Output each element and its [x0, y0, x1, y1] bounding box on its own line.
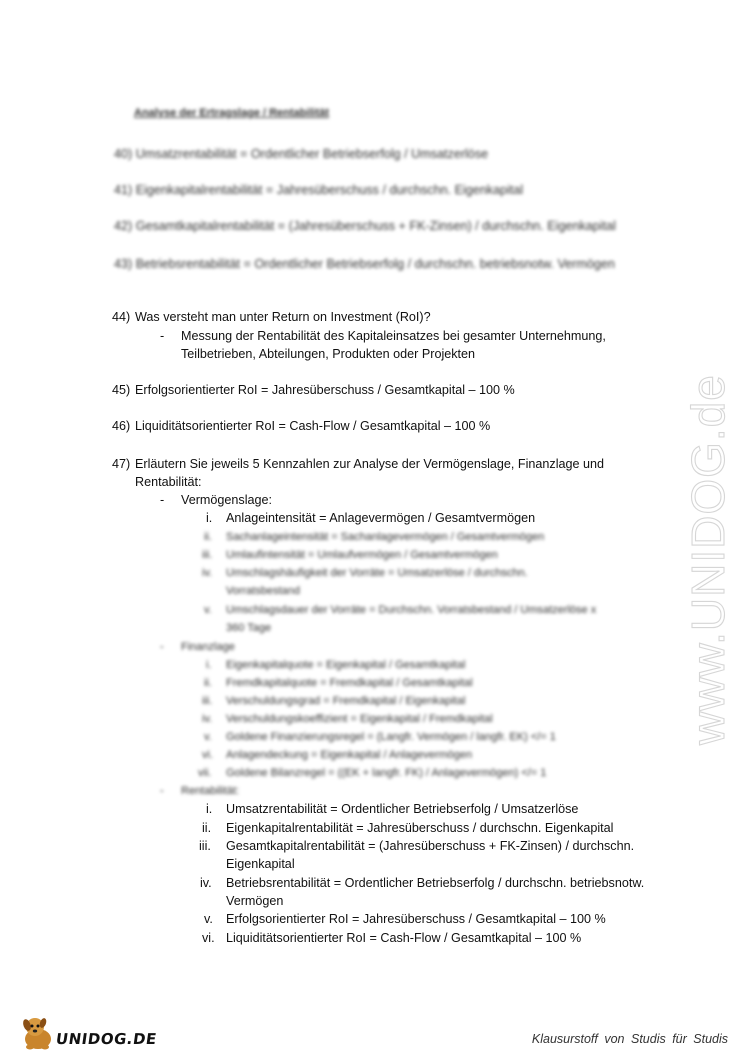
blurred-item: 43) Betriebsrentabilität = Ordentlicher Betriebserfolg / durchschn. betriebsnotw. Vermögen [114, 257, 615, 271]
question-text: Was versteht man unter Return on Investment (RoI)? [135, 310, 431, 324]
footer-tagline: Klausurstoff von Studis für Studis [531, 1032, 728, 1046]
section-heading: Analyse der Ertragslage / Rentabilität [134, 107, 330, 119]
roman-numeral: i. [206, 802, 213, 816]
list-item: Goldene Finanzierungsregel = (Langfr. Vermögen / langfr. EK) </= 1 [226, 731, 556, 743]
list-item: Verschuldungskoeffizient = Eigenkapital / Fremdkapital [226, 713, 493, 725]
list-item: Fremdkapitalquote = Fremdkapital / Gesamtkapital [226, 677, 473, 689]
roman-numeral: ii. [204, 531, 212, 543]
question-number: 47) [112, 457, 131, 471]
dash-bullet: - [160, 641, 164, 653]
answer-text: Messung der Rentabilität des Kapitaleinsatzes bei gesamter Unternehmung, [181, 329, 606, 343]
roman-numeral: i. [206, 659, 212, 671]
roman-numeral: ii. [202, 821, 212, 835]
roman-numeral: iv. [200, 876, 212, 890]
list-item: Umlaufintensität = Umlaufvermögen / Gesamtvermögen [226, 549, 498, 561]
question-text: Rentabilität: [135, 475, 202, 489]
list-item: Anlageintensität = Anlagevermögen / Gesamtvermögen [226, 511, 536, 525]
roman-numeral: vi. [202, 749, 213, 761]
list-item-continuation: Vorratsbestand [226, 585, 300, 597]
list-item: Liquiditätsorientierter RoI = Cash-Flow / Gesamtkapital – 100 % [226, 931, 582, 945]
roman-numeral: iii. [202, 549, 213, 561]
list-item: Anlagendeckung = Eigenkapital / Anlagevermögen [226, 749, 473, 761]
list-item: Umsatzrentabilität = Ordentlicher Betriebserfolg / Umsatzerlöse [226, 802, 579, 816]
list-item: Verschuldungsgrad = Fremdkapital / Eigenkapital [226, 695, 466, 707]
list-item: Goldene Bilanzregel = ((EK + langfr. FK) / Anlagevermögen) </= 1 [226, 767, 547, 779]
subsection-label: Vermögenslage: [181, 493, 273, 507]
subsection-label: Finanzlage [181, 641, 235, 653]
list-item-continuation: Vermögen [226, 894, 284, 908]
dash-bullet: - [160, 785, 164, 797]
list-item: Erfolgsorientierter RoI = Jahresüberschuss / Gesamtkapital – 100 % [226, 912, 606, 926]
footer-logo [18, 1012, 158, 1052]
roman-numeral: iv. [202, 713, 213, 725]
logo-text: UNIDOG.DE [54, 1030, 158, 1048]
roman-numeral: iii. [199, 839, 211, 853]
dash-bullet: - [160, 329, 165, 343]
question-number: 44) [112, 310, 131, 324]
question-text: Erfolgsorientierter RoI = Jahresüberschuss / Gesamtkapital – 100 % [135, 383, 515, 397]
blurred-item: 40) Umsatzrentabilität = Ordentlicher Betriebserfolg / Umsatzerlöse [114, 147, 489, 161]
list-item: Umschlagshäufigkeit der Vorräte = Umsatzerlöse / durchschn. [226, 567, 528, 579]
blurred-item: 41) Eigenkapitalrentabilität = Jahresüberschuss / durchschn. Eigenkapital [114, 183, 524, 197]
question-text: Erläutern Sie jeweils 5 Kennzahlen zur Analyse der Vermögenslage, Finanzlage und [135, 457, 605, 471]
subsection-label: Rentabilität: [181, 785, 240, 797]
answer-text: Teilbetrieben, Abteilungen, Produkten oder Projekten [181, 347, 476, 361]
list-item: Eigenkapitalrentabilität = Jahresüberschuss / durchschn. Eigenkapital [226, 821, 614, 835]
roman-numeral: v. [204, 912, 213, 926]
list-item: Sachanlageintensität = Sachanlagevermögen / Gesamtvermögen [226, 531, 545, 543]
question-text: Liquiditätsorientierter RoI = Cash-Flow / Gesamtkapital – 100 % [135, 419, 491, 433]
list-item-continuation: Eigenkapital [226, 857, 295, 871]
roman-numeral: i. [206, 511, 213, 525]
question-number: 46) [112, 419, 131, 433]
watermark [672, 280, 742, 750]
watermark-text: www.UNIDOG.de [682, 374, 734, 745]
roman-numeral: vii. [198, 767, 212, 779]
roman-numeral: v. [204, 731, 212, 743]
question-number: 45) [112, 383, 131, 397]
blurred-item: 42) Gesamtkapitalrentabilität = (Jahresüberschuss + FK-Zinsen) / durchschn. Eigenkapital [114, 219, 616, 233]
dash-bullet: - [160, 493, 165, 507]
list-item: Umschlagsdauer der Vorräte = Durchschn. Vorratsbestand / Umsatzerlöse x [226, 604, 597, 616]
roman-numeral: iii. [202, 695, 213, 707]
roman-numeral: vi. [202, 931, 215, 945]
list-item: Betriebsrentabilität = Ordentlicher Betriebserfolg / durchschn. betriebsnotw. [226, 876, 645, 890]
roman-numeral: iv. [202, 567, 213, 579]
roman-numeral: v. [204, 604, 212, 616]
list-item-continuation: 360 Tage [226, 622, 272, 634]
dog-mascot-icon [18, 1012, 58, 1052]
list-item: Eigenkapitalquote = Eigenkapital / Gesamtkapital [226, 659, 466, 671]
roman-numeral: ii. [204, 677, 212, 689]
list-item: Gesamtkapitalrentabilität = (Jahresüberschuss + FK-Zinsen) / durchschn. [226, 839, 635, 853]
